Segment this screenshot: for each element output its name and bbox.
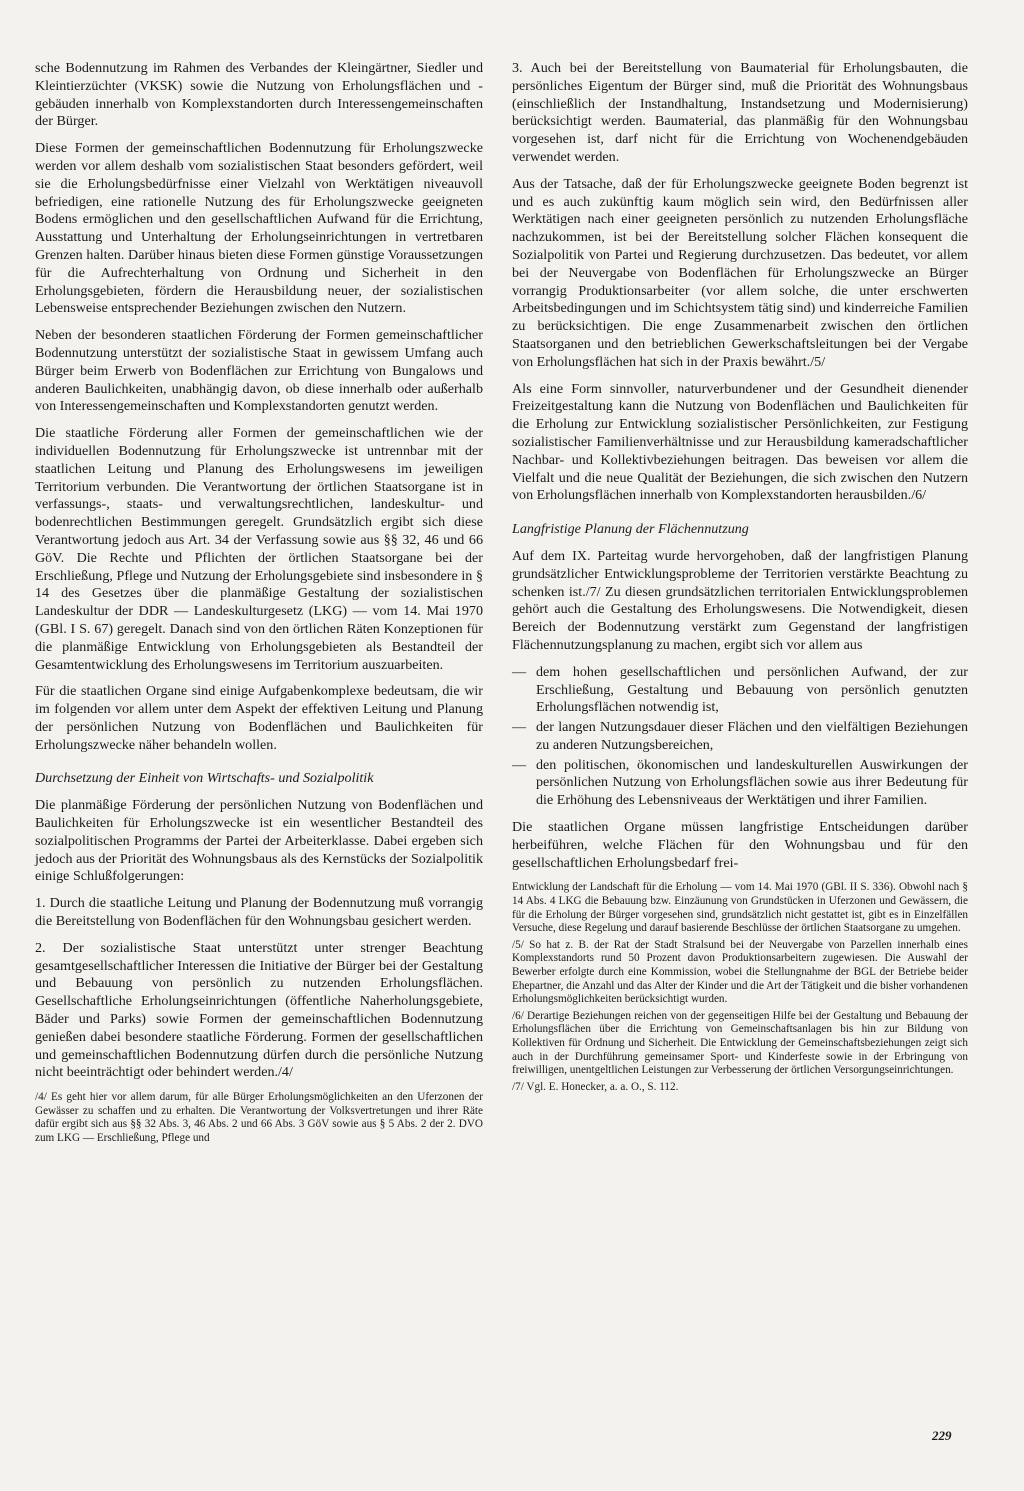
numbered-item: 2. Der sozialistische Staat unterstützt unter strenger Beachtung gesamtgesellschaftlicher Interessen die Initiative der Bürger bei der Gestaltung und Bebauung von persönlich zu nutzenden Erholungsflächen. Gesellschaftliche Erholungseinrichtungen (öffentliche Naherholungsgebiete, Bäder und Parks) sowie Formen der gemeinschaftlichen Bodennutzung genießen dabei besondere staatliche Förderung. Formen der gesellschaftlichen und gemeinschaftlichen Bodennutzung dürfen durch die persönliche Nutzung nicht beeinträchtigt oder behindert werden./4/ xyxy=(35,939,483,1081)
left-column xyxy=(35,60,483,1149)
paragraph: Aus der Tatsache, daß der für Erholungszwecke geeignete Boden begrenzt ist und es auch zukünftig kaum möglich sein wird, den Bedürfnissen aller Werktätigen nach einer geeigneten persönlich zu nutzenden Erholungsfläche nachzukommen, ist bei der Bereitstellung solcher Flächen konsequent die Sozialpolitik von Partei und Regierung durchzusetzen. Das bedeutet, vor allem bei der Neuvergabe von Bodenflächen für Erholungszwecke an Bürger vorrangig Produktionsarbeiter (vor allem solche, die unter erschwerten Arbeitsbedingungen und im Schichtsystem tätig sind) und kinderreiche Familien zu berücksichtigen. Die enge Zusammenarbeit zwischen den örtlichen Staatsorganen und den betrieblichen Gewerkschaftsleitungen bei der Vergabe von Erholungsflächen hat sich in der Praxis bewährt./5/ xyxy=(512,175,968,370)
dash-marker: — xyxy=(512,756,527,773)
right-column xyxy=(512,60,968,1097)
paragraph: Die staatliche Förderung aller Formen der gemeinschaftlichen wie der individuellen Bodennutzung für Erholungszwecke ist untrennbar mit der staatlichen Leitung und Planung des Erholungswesens im jeweiligen Territorium verbunden. Die Verantwortung der örtlichen Staatsorgane ist in verfassungs-, staats- und verwaltungsrechtlichen, landeskultur- und bodenrechtlichen Bestimmungen geregelt. Grundsätzlich ergibt sich diese Verantwortung jedoch aus Art. 34 der Verfassung sowie aus §§ 32, 46 und 66 GöV. Die Rechte und Pflichten der örtlichen Staatsorgane bei der Erschließung, Pflege und Nutzung der Erholungsgebiete sind insbesondere in § 14 des Gesetzes über die planmäßige Gestaltung der sozialistischen Landeskultur der DDR — Landeskulturgesetz (LKG) — vom 14. Mai 1970 (GBl. I S. 67) geregelt. Danach sind von den örtlichen Räten Konzeptionen für die planmäßige Entwicklung von Erholungsgebieten als Bestandteil der Gesamtentwicklung des Erholungswesens im Territorium auszuarbeiten. xyxy=(35,425,483,673)
footnotes-left xyxy=(35,1091,483,1145)
paragraph: Die staatlichen Organe müssen langfristige Entscheidungen darüber herbeiführen, welche Flächen für den Wohnungsbau und für den gesellschaftlichen Erholungsbedarf frei- xyxy=(512,819,968,871)
page-number: 229 xyxy=(932,1428,952,1443)
paragraph: Auf dem IX. Parteitag wurde hervorgehoben, daß der langfristigen Planung grundsätzlicher Entwicklungsprobleme der Territorien verstärkte Beachtung zu schenken ist./7/ Zu diesen grundsätzlichen territorialen Entwicklungsproblemen gehört auch die Gestaltung des Erholungswesens. Die Notwendigkeit, diesen Bereich der Bodennutzung verstärkt zum Gegenstand der langfristigen Flächennutzungsplanung zu machen, ergibt sich vor allem aus xyxy=(512,547,968,653)
list-item xyxy=(512,664,968,717)
section-heading: Durchsetzung der Einheit von Wirtschafts- und Sozialpolitik xyxy=(35,770,374,787)
paragraph: Neben der besonderen staatlichen Förderung der Formen gemeinschaftlicher Bodennutzung unterstützt der sozialistische Staat in gewissem Umfang auch Bürger beim Erwerb von Bodenflächen zur Errichtung von Bungalows und anderen Baulichkeiten, unabhängig davon, ob diese innerhalb oder außerhalb von Interessengemeinschaften und Komplexstandorten genutzt werden. xyxy=(35,327,483,415)
footnotes-right xyxy=(512,881,968,1094)
list-item xyxy=(512,719,968,755)
footnote: /7/ Vgl. E. Honecker, a. a. O., S. 112. xyxy=(512,1080,679,1093)
list-item xyxy=(512,757,968,810)
footnote: Entwicklung der Landschaft für die Erholung — vom 14. Mai 1970 (GBl. II S. 336). Obwohl nach § 14 Abs. 4 LKG die Bebauung bzw. Einzäunung von Grundstücken in Uferzonen und Gewässern, die für die Erholung der Bürger vorgesehen sind, grundsätzlich nicht gestattet ist, gibt es in Einzelfällen Versuche, diese Regelung und darauf basierende Beschlüsse der örtlichen Staatsorgane zu umgehen. xyxy=(512,881,968,935)
paragraph: Die planmäßige Förderung der persönlichen Nutzung von Bodenflächen und Baulichkeiten für Erholungszwecke ist ein wesentlicher Bestandteil des sozialpolitischen Programms der Partei der Arbeiterklasse. Dabei ergeben sich jedoch aus der Priorität des Wohnungsbaus als des Kernstücks der Sozialpolitik einige Schlußfolgerungen: xyxy=(35,797,483,885)
paragraph: Für die staatlichen Organe sind einige Aufgabenkomplexe bedeutsam, die wir im folgenden vor allem unter dem Aspekt der effektiven Leitung und Planung der persönlichen Nutzung von Bodenflächen und Baulichkeiten für Erholungszwecke näher behandeln wollen. xyxy=(35,683,483,753)
paragraph: Diese Formen der gemeinschaftlichen Bodennutzung für Erholungszwecke werden vor allem deshalb vom sozialistischen Staat besonders gefördert, weil sie die Erholungsbedürfnisse einer Vielzahl von Werktätigen niveauvoll befriedigen, eine rationelle Nutzung des für Erholungszwecke geeigneten Bodens ermöglichen und den gesellschaftlichen Aufwand für die Errichtung, Ausstattung und Unterhaltung der Erholungseinrichtungen in vertretbaren Grenzen halten. Darüber hinaus bieten diese Formen günstige Voraussetzungen für die Aufrechterhaltung von Ordnung und Sicherheit in den Erholungsgebieten, fördern die Herausbildung neuer, der sozialistischen Lebensweise entsprechender Beziehungen zwischen den Nutzern. xyxy=(35,140,483,317)
dash-marker: — xyxy=(512,719,527,736)
bullet-list xyxy=(512,664,968,810)
footnote: /5/ So hat z. B. der Rat der Stadt Stralsund bei der Neuvergabe von Parzellen innerhalb eines Komplexstandorts rund 50 Prozent davon Produktionsarbeitern zugewiesen. Die Auswahl der Bewerber erfolgte durch eine Kommission, wobei die Stellungnahme der BGL der Betriebe beider Ehepartner, die Anzahl und das Alter der Kinder und die Art der Tätigkeit und die bisher vorhandenen Erholungsmöglichkeiten berücksichtigt wurden. xyxy=(512,938,968,1006)
list-item-text: dem hohen gesellschaftlichen und persönlichen Aufwand, der zur Erschließung, Gestaltung und Bebauung von persönlich genutzten Erholungsflächen notwendig ist, xyxy=(536,663,968,716)
list-item-text: den politischen, ökonomischen und landeskulturellen Auswirkungen der persönlichen Nutzung von Erholungsflächen sowie aus ihrer Bedeutung für die Erhöhung des Lebensniveaus der Werktätigen und ihrer Familien. xyxy=(536,756,968,809)
list-item-text: der langen Nutzungsdauer dieser Flächen und den vielfältigen Beziehungen zu anderen Nutzungsbereichen, xyxy=(536,719,968,753)
paragraph: sche Bodennutzung im Rahmen des Verbandes der Kleingärtner, Siedler und Kleintierzüchter (VKSK) sowie die Nutzung von Erholungsflächen und -gebäuden innerhalb von Komplexstandorten durch Interessengemeinschaften der Bürger. xyxy=(35,60,483,130)
dash-marker: — xyxy=(512,663,527,680)
paragraph: Als eine Form sinnvoller, naturverbundener und der Gesundheit dienender Freizeitgestaltung kann die Nutzung von Bodenflächen und Baulichkeiten für die Erholung zur Entwicklung sozialistischer Persönlichkeiten, zur Festigung sozialistischer Familienverhältnisse und zur Herausbildung kameradschaftlicher Nachbar- und Kollektivbeziehungen beitragen. Das beweisen vor allem die Vielfalt und die neue Qualität der Beziehungen, die sich zwischen den Nutzern von Erholungsflächen innerhalb von Komplexstandorten herausbilden./6/ xyxy=(512,380,968,504)
numbered-item: 1. Durch die staatliche Leitung und Planung der Bodennutzung muß vorrangig die Bereitstellung von Bodenflächen für den Wohnungsbau gesichert werden. xyxy=(35,895,483,930)
footnote: /4/ Es geht hier vor allem darum, für alle Bürger Erholungsmöglichkeiten an den Uferzonen der Gewässer zu schaffen und zu erhalten. Die Verantwortung der Volksvertretungen und ihrer Räte dafür ergibt sich aus §§ 32 Abs. 3, 46 Abs. 2 und 66 Abs. 3 GöV sowie aus § 5 Abs. 2 der 2. DVO zum LKG — Erschließung, Pflege und xyxy=(35,1091,483,1145)
section-heading: Langfristige Planung der Flächennutzung xyxy=(512,521,749,538)
footnote: /6/ Derartige Beziehungen reichen von der gegenseitigen Hilfe bei der Gestaltung und Bebauung der Erholungsflächen über die Errichtung von Gemeinschaftsanlagen bis hin zur Bildung von Kollektiven für Ordnung und Sicherheit. Die Entwicklung der Gemeinschaftsbeziehungen zeigt sich auch in der Durchführung gemeinsamer Sport- und Kinderfeste sowie in der Erbringung von freiwilligen, unentgeltlichen Leistungen zur Verbesserung der örtlichen Versorgungseinrichtungen. xyxy=(512,1009,968,1077)
numbered-item: 3. Auch bei der Bereitstellung von Baumaterial für Erholungsbauten, die persönliches Eigentum der Bürger sind, muß die Priorität des Wohnungsbaus (einschließlich der Instandhaltung, Instandsetzung und Modernisierung) berücksichtigt werden. Baumaterial, das planmäßig für den Wohnungsbau vorgesehen ist, darf nicht für die Errichtung von Wochenendgebäuden verwendet werden. xyxy=(512,60,968,165)
